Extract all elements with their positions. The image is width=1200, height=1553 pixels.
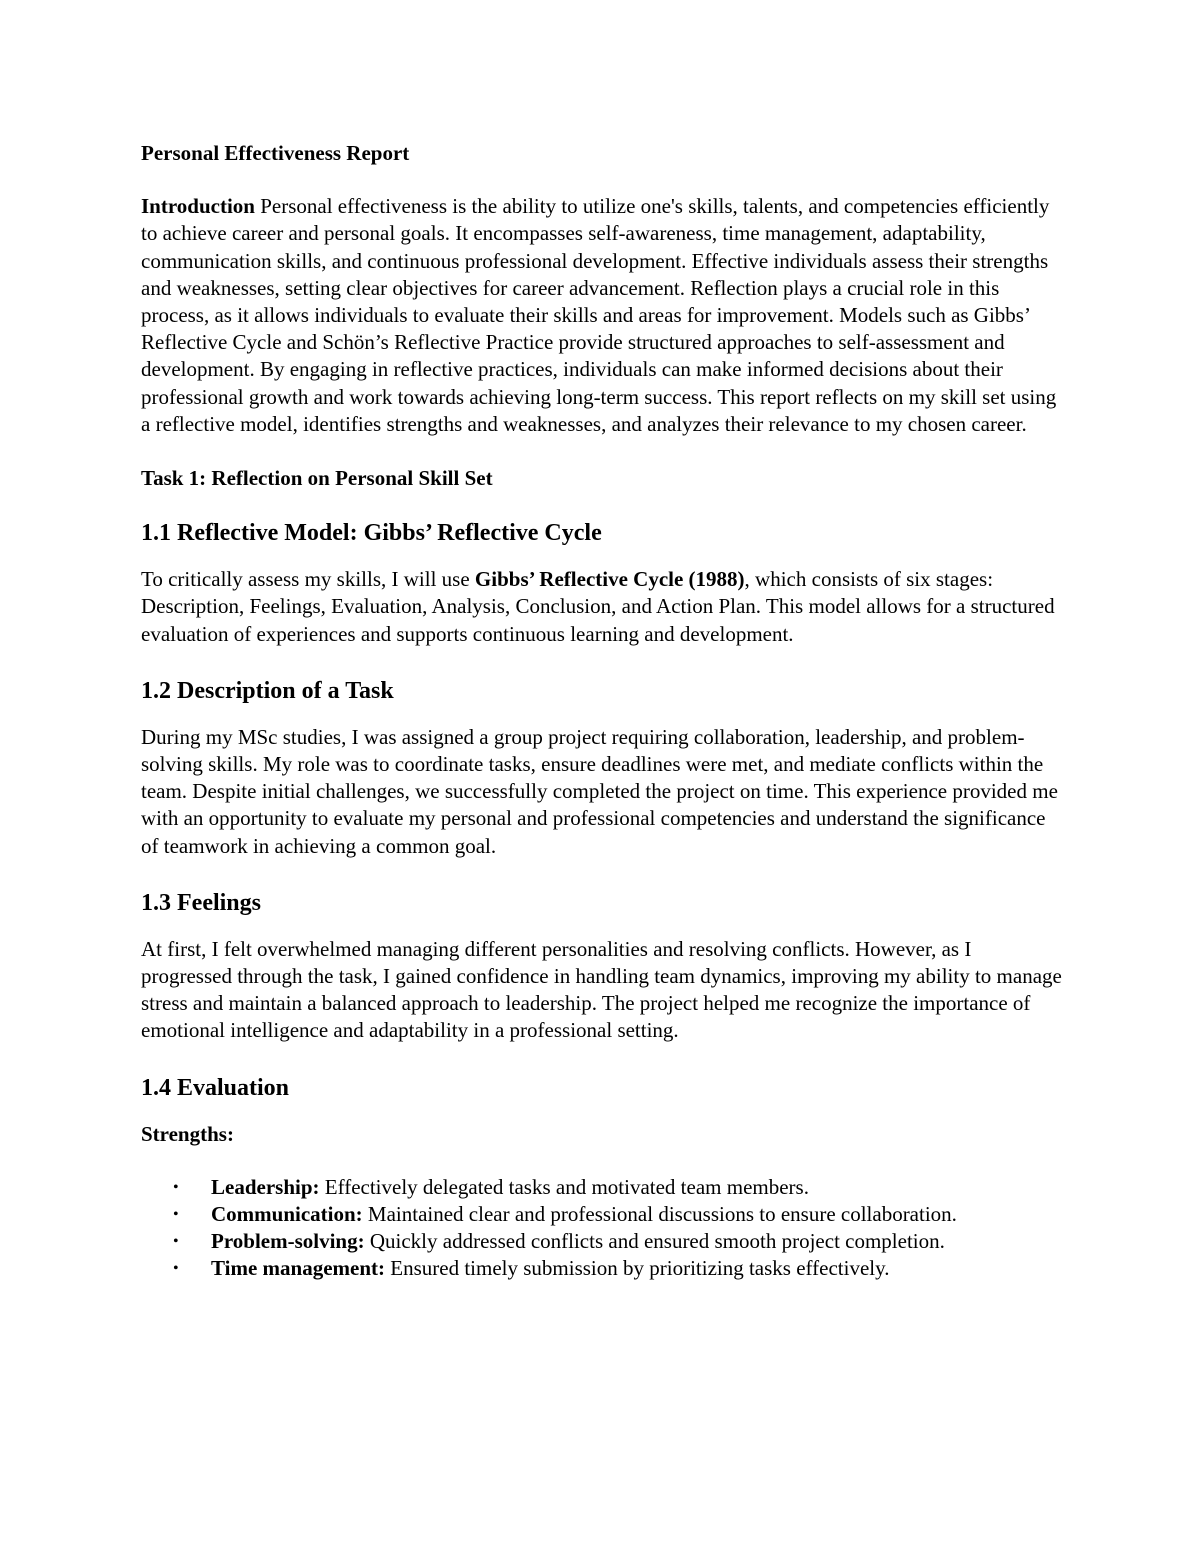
strengths-list — [141, 1174, 1066, 1283]
section-1-2-heading: 1.2 Description of a Task — [141, 677, 394, 704]
list-item — [141, 1228, 1066, 1255]
section-1-1-heading: 1.1 Reflective Model: Gibbs’ Reflective Cycle — [141, 520, 602, 547]
bullet-icon: • — [173, 1260, 179, 1278]
strength-term: Problem-solving: — [211, 1229, 365, 1254]
bullet-icon: • — [173, 1233, 179, 1251]
strength-text: Ensured timely submission by prioritizing tasks effectively. — [385, 1256, 890, 1281]
list-item — [141, 1255, 1066, 1282]
strength-text: Quickly addressed conflicts and ensured smooth project completion. — [364, 1229, 945, 1254]
introduction-paragraph — [141, 193, 1066, 438]
section-1-1-paragraph — [141, 566, 1066, 648]
section-1-3-heading: 1.3 Feelings — [141, 889, 261, 916]
section-1-1-text-after: , which consists of six stages: Description, Feelings, Evaluation, Analysis, Conclusion, and Action Plan. This model allows for a structured evaluation of experiences and supports continuous learning and development. — [141, 567, 1055, 646]
section-1-2-paragraph: During my MSc studies, I was assigned a group project requiring collaboration, leadership, and problem-solving skills. My role was to coordinate tasks, ensure deadlines were met, and mediate conflicts within the team. Despite initial challenges, we successfully completed the project on time. This experience provided me with an opportunity to evaluate my personal and professional competencies and understand the significance of teamwork in achieving a common goal. — [141, 724, 1058, 858]
strengths-label: Strengths: — [141, 1121, 234, 1146]
strength-term: Time management: — [211, 1256, 385, 1281]
introduction-lead: Introduction — [141, 194, 255, 219]
document-page — [141, 140, 1066, 1283]
section-1-4-heading: 1.4 Evaluation — [141, 1074, 290, 1101]
section-1-1-emphasis: Gibbs’ Reflective Cycle (1988) — [474, 567, 745, 592]
strength-term: Leadership: — [211, 1174, 320, 1199]
bullet-icon: • — [173, 1206, 179, 1224]
section-1-3-paragraph: At first, I felt overwhelmed managing different personalities and resolving conflicts. However, as I progressed through the task, I gained confidence in handling team dynamics, improving my ability to manage stress and maintain a balanced approach to leadership. The project helped me recognize the importance of emotional intelligence and adaptability in a professional setting. — [141, 936, 1062, 1043]
list-item — [141, 1201, 1066, 1228]
section-1-1-text-before: To critically assess my skills, I will use — [141, 567, 475, 592]
strength-text: Effectively delegated tasks and motivated team members. — [319, 1174, 809, 1199]
document-title: Personal Effectiveness Report — [141, 141, 410, 165]
strength-term: Communication: — [211, 1202, 363, 1227]
list-item — [141, 1174, 1066, 1201]
introduction-text: Personal effectiveness is the ability to utilize one's skills, talents, and competencies efficiently to achieve career and personal goals. It encompasses self-awareness, time management, adaptability, communication skills, and continuous professional development. Effective individuals assess their strengths and weaknesses, setting clear objectives for career advancement. Reflection plays a crucial role in this process, as it allows individuals to evaluate their skills and areas for improvement. Models such as Gibbs’ Reflective Cycle and Schön’s Reflective Practice provide structured approaches to self-assessment and development. By engaging in reflective practices, individuals can make informed decisions about their professional growth and work towards achieving long-term success. This report reflects on my skill set using a reflective model, identifies strengths and weaknesses, and analyzes their relevance to my chosen career. — [141, 194, 1057, 436]
strength-text: Maintained clear and professional discussions to ensure collaboration. — [362, 1202, 957, 1227]
bullet-icon: • — [173, 1178, 179, 1196]
task-1-heading: Task 1: Reflection on Personal Skill Set — [141, 466, 493, 491]
